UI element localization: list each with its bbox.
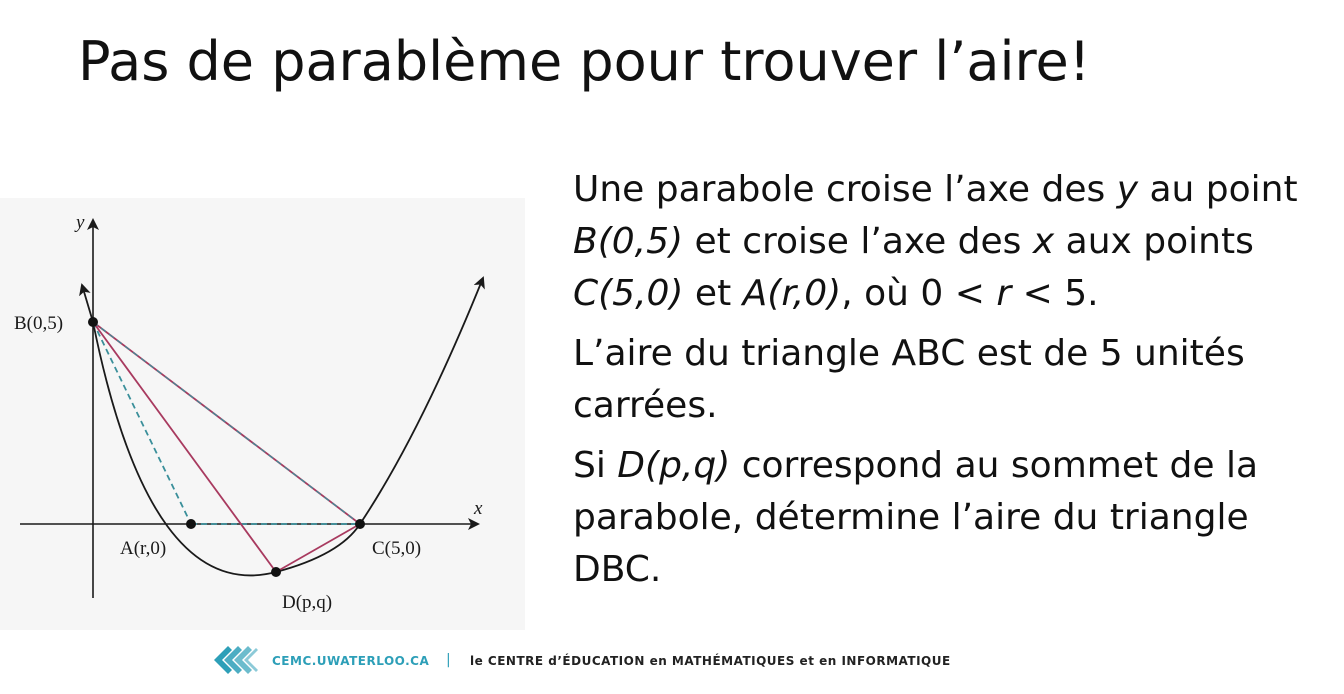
text-run-italic: r bbox=[996, 273, 1012, 314]
parabola-figure bbox=[0, 198, 525, 630]
text-run: et bbox=[683, 273, 743, 314]
point-d-label: D(p,q) bbox=[282, 592, 333, 613]
text-run-italic: D(p,q) bbox=[617, 445, 731, 486]
text-run: et croise l’axe des bbox=[683, 221, 1033, 262]
footer bbox=[212, 640, 1012, 680]
problem-paragraph-1 bbox=[573, 164, 1333, 320]
point-c-label: C(5,0) bbox=[372, 538, 422, 559]
text-run: < 5. bbox=[1011, 273, 1099, 314]
segment-ba-dashed bbox=[93, 322, 191, 524]
text-run: aux points bbox=[1054, 221, 1254, 262]
text-run: , où 0 < bbox=[841, 273, 997, 314]
problem-paragraph-2: L’aire du triangle ABC est de 5 unités carrées. bbox=[573, 333, 1245, 426]
text-run: Une parabole croise l’axe des bbox=[573, 169, 1117, 210]
text-run: au point bbox=[1138, 169, 1298, 210]
segment-bd bbox=[93, 322, 276, 572]
parabola-diagram bbox=[0, 198, 525, 630]
slide-title: Pas de parablème pour trouver l’aire! bbox=[78, 30, 1091, 93]
text-run-italic: C(5,0) bbox=[573, 273, 684, 314]
y-axis-label: y bbox=[76, 212, 85, 233]
text-run-italic: y bbox=[1116, 169, 1138, 210]
footer-separator: | bbox=[446, 652, 452, 668]
text-run-italic: B(0,5) bbox=[573, 221, 684, 262]
point-a bbox=[186, 519, 196, 529]
text-run: Si bbox=[573, 445, 618, 486]
text-run-italic: x bbox=[1032, 221, 1055, 262]
footer-site-link[interactable]: CEMC.UWATERLOO.CA bbox=[272, 654, 430, 668]
point-b-label: B(0,5) bbox=[14, 313, 64, 334]
problem-statement bbox=[573, 164, 1333, 604]
point-a-label: A(r,0) bbox=[120, 538, 167, 559]
segment-dc bbox=[276, 524, 360, 572]
text-run-italic: A(r,0) bbox=[742, 273, 842, 314]
parabola-right-branch bbox=[276, 278, 483, 572]
point-d bbox=[271, 567, 281, 577]
footer-organization: le CENTRE d’ÉDUCATION en MATHÉMATIQUES et en INFORMATIQUE bbox=[470, 654, 951, 668]
point-c bbox=[355, 519, 365, 529]
x-axis-label: x bbox=[474, 498, 483, 519]
problem-paragraph-3 bbox=[573, 440, 1333, 596]
point-b bbox=[88, 317, 98, 327]
parabola-left-arrow bbox=[82, 285, 93, 322]
text-run: correspond au sommet de la parabole, détermine l’aire du triangle DBC. bbox=[573, 445, 1259, 590]
cemc-logo-icon bbox=[212, 640, 260, 680]
